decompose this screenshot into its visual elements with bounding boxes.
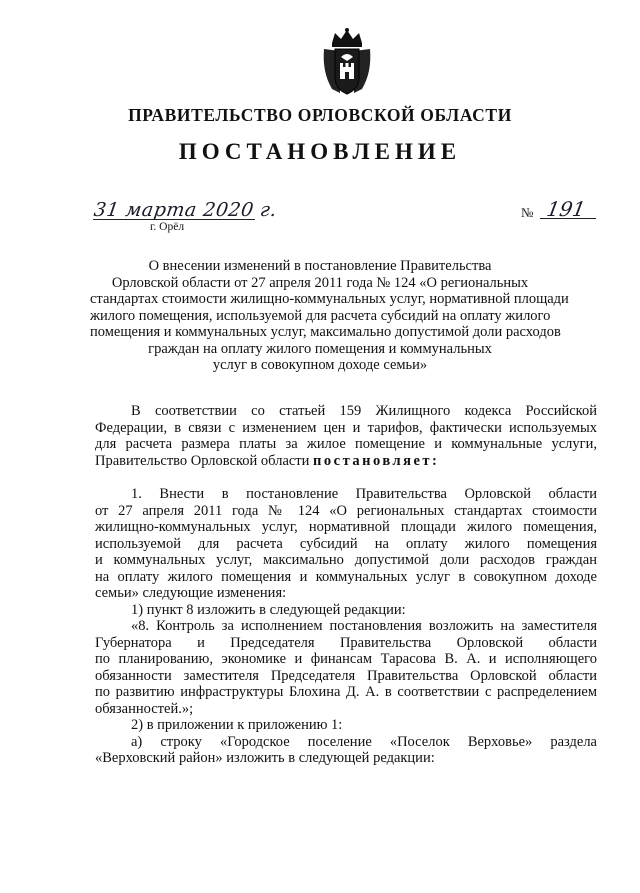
document-type-title: ПОСТАНОВЛЕНИЕ [178,139,462,164]
resolves-word: постановляет: [313,452,440,469]
item-heading: 2) в приложении к приложению 1: [131,717,343,733]
clause-line: на оплату жилого помещения и коммунальных услуг в совокупном доходе [95,568,597,585]
clause-line: семьи» следующие изменения: [95,585,287,601]
number-label: № [521,205,534,220]
clause-line: 1. Внести в постановление Правительства Орловской области [131,486,597,502]
item-1-text [95,618,597,717]
document-subject [90,258,569,374]
item-line: «Верховский район» изложить в следующей редакции: [95,750,435,766]
paragraph-gap [95,469,597,486]
subject-line: помещения и коммунальных услуг, максимально допустимой доли расходов [90,324,561,340]
item-line: а) строку «Городское поселение «Поселок Верховье» раздела [131,733,597,750]
item-line: обязанности заместителя Председателя Правительства Орловской области [95,667,597,684]
item-line: по развитию инфраструктуры Блохина Д. А. в соответствии с распределением [95,684,597,700]
item-2a [95,734,597,767]
item-line: по планированию, экономике и финансам Тарасова В. А. и исполняющего [95,651,597,667]
item-line: «8. Контроль за исполнением постановления возложить на заместителя [131,618,597,634]
clause-line: используемой для расчета субсидий на оплату жилого помещения [95,535,597,552]
preamble-last-line [95,453,597,470]
subject-line: услуг в совокупном доходе семьи» [212,357,428,373]
preamble-line: В соответствии со статьей 159 Жилищного кодекса Российской [131,403,597,419]
handwritten-number: 191 [544,197,588,221]
preamble-text: Правительство Орловской области [95,452,314,469]
item-2 [95,717,597,734]
preamble-line: Федерации, в связи с изменением цен и тарифов, фактически используемых [95,419,597,436]
handwritten-date: 31 марта 2020 г. [92,199,279,221]
document-body [95,403,597,767]
preamble [95,403,597,469]
date-underline [93,219,255,220]
subject-line: О внесении изменений в постановление Правительства [148,258,492,274]
coat-of-arms-icon [318,27,376,97]
number-underline [540,218,596,219]
city: г. Орёл [150,221,185,233]
item-1 [95,602,597,619]
preamble-line: для расчета размера платы за жилое помещение и коммунальные услуги, [95,436,597,452]
subject-line: Орловской области от 27 апреля 2011 года № 124 «О региональных [111,274,529,291]
clause-line: жилищно-коммунальных услуг, нормативной площади жилого помещения, [95,519,597,535]
clause-line: и коммунальных услуг, максимально допустимой доли расходов граждан [95,552,597,568]
subject-line: жилого помещения, используемой для расчета субсидий на оплату жилого [90,307,551,324]
clause-1 [95,486,597,602]
subject-line: стандартах стоимости жилищно-коммунальных услуг, нормативной площади [90,291,569,307]
subject-line: граждан на оплату жилого помещения и коммунальных [148,340,492,357]
item-line: Губернатора и Председателя Правительства Орловской области [95,634,597,651]
item-heading: 1) пункт 8 изложить в следующей редакции: [131,601,406,618]
item-line: обязанностей.»; [95,700,194,717]
clause-line: от 27 апреля 2011 года № 124 «О региональных стандартах стоимости [95,502,597,519]
government-title: ПРАВИТЕЛЬСТВО ОРЛОВСКОЙ ОБЛАСТИ [128,105,512,125]
